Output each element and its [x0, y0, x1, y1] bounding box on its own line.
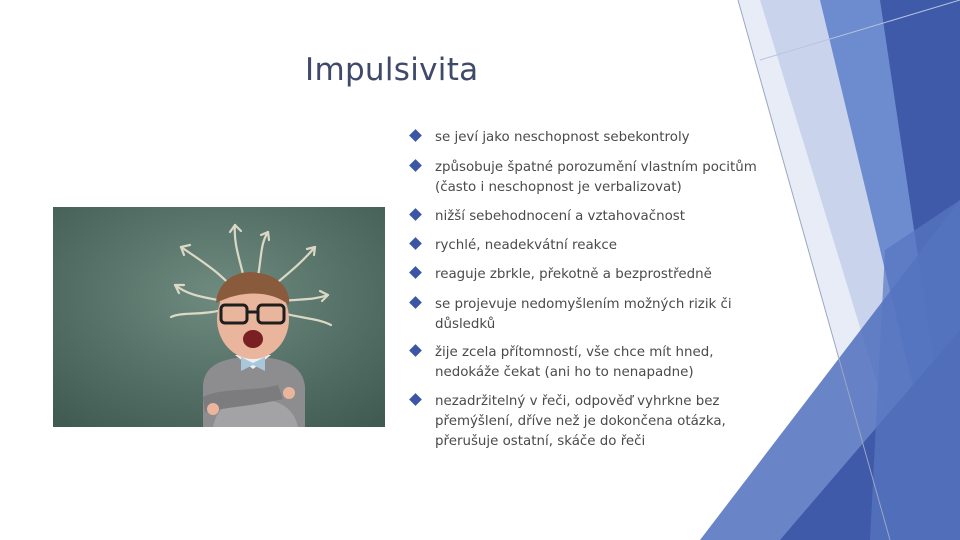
bullet-text: nižší sebehodnocení a vztahovačnost [435, 209, 686, 224]
bullet-text: se projevuje nedomyšlením možných rizik či důsledků [435, 297, 732, 332]
bullet-text: rychlé, neadekvátní reakce [435, 238, 618, 253]
bullet-text: se jeví jako neschopnost sebekontroly [435, 130, 690, 145]
bullet-text: způsobuje špatné porozumění vlastním pocitům (často i neschopnost je verbalizovat) [435, 160, 757, 195]
bullet-text: žije zcela přítomností, vše chce mít hned, nedokáže čekat (ani ho to nenapadne) [435, 345, 714, 380]
slide-title: Impulsivita [305, 52, 479, 88]
boy-chalkboard-photo [53, 207, 385, 427]
bullet-text: reaguje zbrkle, překotně a bezprostředně [435, 267, 712, 282]
bullet-text: nezadržitelný v řeči, odpověď vyhrkne bez přemýšlení, dříve než je dokončena otázka, přerušuje ostatní, skáče do řeči [435, 394, 726, 449]
